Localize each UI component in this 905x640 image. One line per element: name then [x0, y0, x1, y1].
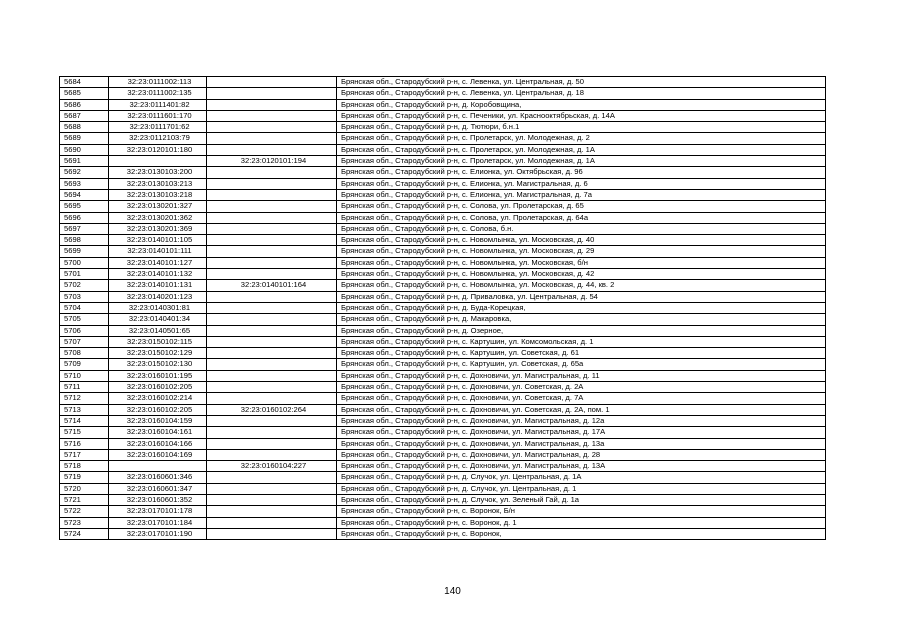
- row-number-cell: 5722: [60, 506, 109, 517]
- table-row: [60, 291, 826, 302]
- table-row: [60, 404, 826, 415]
- related-cadastral-number-cell: [207, 189, 337, 200]
- row-number-cell: 5714: [60, 415, 109, 426]
- row-number-cell: 5689: [60, 133, 109, 144]
- table-row: [60, 133, 826, 144]
- table-row: [60, 314, 826, 325]
- row-number-cell: 5690: [60, 144, 109, 155]
- table-row: [60, 235, 826, 246]
- address-cell: Брянская обл., Стародубский р-н, с. Печеники, ул. Красноoктябрьская, д. 14А: [337, 110, 826, 121]
- cadastral-number-cell: 32:23:0140501:65: [109, 325, 207, 336]
- cadastral-number-cell: 32:23:0170101:190: [109, 528, 207, 539]
- row-number-cell: 5707: [60, 336, 109, 347]
- table-row: [60, 370, 826, 381]
- row-number-cell: 5694: [60, 189, 109, 200]
- related-cadastral-number-cell: [207, 393, 337, 404]
- related-cadastral-number-cell: [207, 133, 337, 144]
- address-cell: Брянская обл., Стародубский р-н, с. Новомлынка, ул. Московская, д. 29: [337, 246, 826, 257]
- related-cadastral-number-cell: [207, 415, 337, 426]
- table-row: [60, 494, 826, 505]
- row-number-cell: 5709: [60, 359, 109, 370]
- row-number-cell: 5692: [60, 167, 109, 178]
- address-cell: Брянская обл., Стародубский р-н, с. Картушин, ул. Комсомольская, д. 1: [337, 336, 826, 347]
- table-row: [60, 517, 826, 528]
- address-cell: Брянская обл., Стародубский р-н, с. Елионка, ул. Магистральная, д. 6: [337, 178, 826, 189]
- cadastral-number-cell: 32:23:0160102:214: [109, 393, 207, 404]
- cadastral-number-cell: 32:23:0111701:62: [109, 122, 207, 133]
- table-row: [60, 167, 826, 178]
- table-row: [60, 438, 826, 449]
- related-cadastral-number-cell: [207, 302, 337, 313]
- table-row: [60, 246, 826, 257]
- cadastral-number-cell: 32:23:0130103:218: [109, 189, 207, 200]
- address-cell: Брянская обл., Стародубский р-н, с. Левенка, ул. Центральная, д. 50: [337, 77, 826, 88]
- row-number-cell: 5720: [60, 483, 109, 494]
- related-cadastral-number-cell: [207, 88, 337, 99]
- page-number: 140: [444, 586, 461, 597]
- related-cadastral-number-cell: [207, 212, 337, 223]
- address-cell: Брянская обл., Стародубский р-н, д. Макаровка,: [337, 314, 826, 325]
- table-row: [60, 506, 826, 517]
- address-cell: Брянская обл., Стародубский р-н, с. Дохновичи, ул. Магистральная, д. 13а: [337, 438, 826, 449]
- address-cell: Брянская обл., Стародубский р-н, с. Дохновичи, ул. Магистральная, д. 12а: [337, 415, 826, 426]
- address-cell: Брянская обл., Стародубский р-н, с. Новомлынка, ул. Московская, д. 42: [337, 269, 826, 280]
- address-cell: Брянская обл., Стародубский р-н, с. Дохновичи, ул. Магистральная, д. 17А: [337, 427, 826, 438]
- row-number-cell: 5686: [60, 99, 109, 110]
- cadastral-number-cell: 32:23:0150102:130: [109, 359, 207, 370]
- address-cell: Брянская обл., Стародубский р-н, д. Случок, ул. Центральная, д. 1: [337, 483, 826, 494]
- address-cell: Брянская обл., Стародубский р-н, д. Случок, ул. Центральная, д. 1А: [337, 472, 826, 483]
- row-number-cell: 5708: [60, 348, 109, 359]
- related-cadastral-number-cell: [207, 235, 337, 246]
- cadastral-number-cell: 32:23:0160104:161: [109, 427, 207, 438]
- address-cell: Брянская обл., Стародубский р-н, с. Солова, ул. Пролетарская, д. 64а: [337, 212, 826, 223]
- cadastral-number-cell: 32:23:0130201:369: [109, 223, 207, 234]
- related-cadastral-number-cell: [207, 223, 337, 234]
- address-cell: Брянская обл., Стародубский р-н, с. Пролетарск, ул. Молодежная, д. 1А: [337, 144, 826, 155]
- related-cadastral-number-cell: [207, 494, 337, 505]
- address-cell: Брянская обл., Стародубский р-н, д. Буда-Корецкая,: [337, 302, 826, 313]
- related-cadastral-number-cell: 32:23:0160104:227: [207, 461, 337, 472]
- related-cadastral-number-cell: [207, 144, 337, 155]
- related-cadastral-number-cell: 32:23:0140101:164: [207, 280, 337, 291]
- address-cell: Брянская обл., Стародубский р-н, с. Дохновичи, ул. Магистральная, д. 28: [337, 449, 826, 460]
- related-cadastral-number-cell: [207, 506, 337, 517]
- table-row: [60, 415, 826, 426]
- table-row: [60, 461, 826, 472]
- row-number-cell: 5687: [60, 110, 109, 121]
- row-number-cell: 5705: [60, 314, 109, 325]
- row-number-cell: 5716: [60, 438, 109, 449]
- address-cell: Брянская обл., Стародубский р-н, д. Коробовщина,: [337, 99, 826, 110]
- row-number-cell: 5693: [60, 178, 109, 189]
- row-number-cell: 5711: [60, 382, 109, 393]
- row-number-cell: 5696: [60, 212, 109, 223]
- address-cell: Брянская обл., Стародубский р-н, с. Воронок, Б/н: [337, 506, 826, 517]
- address-cell: Брянская обл., Стародубский р-н, с. Солова, ул. Пролетарская, д. 65: [337, 201, 826, 212]
- related-cadastral-number-cell: [207, 178, 337, 189]
- table-row: [60, 336, 826, 347]
- cadastral-number-cell: 32:23:0160104:159: [109, 415, 207, 426]
- table-row: [60, 359, 826, 370]
- table-row: [60, 382, 826, 393]
- table-row: [60, 189, 826, 200]
- address-cell: Брянская обл., Стародубский р-н, с. Картушин, ул. Советская, д. 61: [337, 348, 826, 359]
- related-cadastral-number-cell: [207, 99, 337, 110]
- address-cell: Брянская обл., Стародубский р-н, д. Тютюри, б.н.1: [337, 122, 826, 133]
- related-cadastral-number-cell: [207, 348, 337, 359]
- address-cell: Брянская обл., Стародубский р-н, с. Воронок,: [337, 528, 826, 539]
- table-row: [60, 144, 826, 155]
- related-cadastral-number-cell: [207, 427, 337, 438]
- related-cadastral-number-cell: [207, 77, 337, 88]
- address-cell: Брянская обл., Стародубский р-н, с. Новомлынка, ул. Московская, д. 40: [337, 235, 826, 246]
- related-cadastral-number-cell: [207, 528, 337, 539]
- cadastral-number-cell: 32:23:0130201:327: [109, 201, 207, 212]
- address-cell: Брянская обл., Стародубский р-н, с. Левенка, ул. Центральная, д. 18: [337, 88, 826, 99]
- cadastral-number-cell: 32:23:0160601:352: [109, 494, 207, 505]
- cadastral-number-cell: 32:23:0120101:180: [109, 144, 207, 155]
- table-row: [60, 77, 826, 88]
- row-number-cell: 5710: [60, 370, 109, 381]
- related-cadastral-number-cell: [207, 359, 337, 370]
- table-row: [60, 483, 826, 494]
- cadastral-number-cell: [109, 156, 207, 167]
- related-cadastral-number-cell: [207, 517, 337, 528]
- related-cadastral-number-cell: [207, 122, 337, 133]
- cadastral-number-cell: 32:23:0160101:195: [109, 370, 207, 381]
- address-cell: Брянская обл., Стародубский р-н, д. Приваловка, ул. Центральная, д. 54: [337, 291, 826, 302]
- address-cell: Брянская обл., Стародубский р-н, с. Пролетарск, ул. Молодежная, д. 2: [337, 133, 826, 144]
- row-number-cell: 5684: [60, 77, 109, 88]
- cadastral-number-cell: 32:23:0111601:170: [109, 110, 207, 121]
- row-number-cell: 5712: [60, 393, 109, 404]
- registry-table-body: [60, 77, 826, 540]
- table-row: [60, 280, 826, 291]
- row-number-cell: 5697: [60, 223, 109, 234]
- row-number-cell: 5698: [60, 235, 109, 246]
- cadastral-number-cell: 32:23:0160102:205: [109, 382, 207, 393]
- table-row: [60, 110, 826, 121]
- table-row: [60, 201, 826, 212]
- address-cell: Брянская обл., Стародубский р-н, с. Дохновичи, ул. Магистральная, д. 11: [337, 370, 826, 381]
- address-cell: Брянская обл., Стародубский р-н, с. Дохновичи, ул. Советская, д. 7А: [337, 393, 826, 404]
- cadastral-number-cell: 32:23:0140201:123: [109, 291, 207, 302]
- cadastral-number-cell: 32:23:0170101:178: [109, 506, 207, 517]
- related-cadastral-number-cell: [207, 314, 337, 325]
- related-cadastral-number-cell: [207, 438, 337, 449]
- cadastral-number-cell: 32:23:0150102:115: [109, 336, 207, 347]
- row-number-cell: 5695: [60, 201, 109, 212]
- table-row: [60, 122, 826, 133]
- related-cadastral-number-cell: [207, 110, 337, 121]
- table-row: [60, 212, 826, 223]
- cadastral-number-cell: 32:23:0130103:200: [109, 167, 207, 178]
- row-number-cell: 5691: [60, 156, 109, 167]
- row-number-cell: 5721: [60, 494, 109, 505]
- address-cell: Брянская обл., Стародубский р-н, с. Пролетарск, ул. Молодежная, д. 1А: [337, 156, 826, 167]
- row-number-cell: 5706: [60, 325, 109, 336]
- cadastral-number-cell: 32:23:0160102:205: [109, 404, 207, 415]
- table-row: [60, 99, 826, 110]
- cadastral-number-cell: 32:23:0140301:81: [109, 302, 207, 313]
- cadastral-number-cell: [109, 461, 207, 472]
- cadastral-number-cell: 32:23:0140101:111: [109, 246, 207, 257]
- related-cadastral-number-cell: [207, 449, 337, 460]
- cadastral-number-cell: 32:23:0160601:347: [109, 483, 207, 494]
- related-cadastral-number-cell: 32:23:0120101:194: [207, 156, 337, 167]
- address-cell: Брянская обл., Стародубский р-н, с. Елионка, ул. Магистральная, д. 7а: [337, 189, 826, 200]
- related-cadastral-number-cell: [207, 269, 337, 280]
- cadastral-number-cell: 32:23:0140401:34: [109, 314, 207, 325]
- table-row: [60, 88, 826, 99]
- cadastral-number-cell: 32:23:0130103:213: [109, 178, 207, 189]
- row-number-cell: 5715: [60, 427, 109, 438]
- table-row: [60, 156, 826, 167]
- related-cadastral-number-cell: [207, 257, 337, 268]
- row-number-cell: 5685: [60, 88, 109, 99]
- table-row: [60, 348, 826, 359]
- row-number-cell: 5724: [60, 528, 109, 539]
- row-number-cell: 5719: [60, 472, 109, 483]
- related-cadastral-number-cell: [207, 291, 337, 302]
- cadastral-number-cell: 32:23:0160104:169: [109, 449, 207, 460]
- cadastral-number-cell: 32:23:0140101:127: [109, 257, 207, 268]
- address-cell: Брянская обл., Стародубский р-н, с. Новомлынка, ул. Московская, б/н: [337, 257, 826, 268]
- address-cell: Брянская обл., Стародубский р-н, д. Случок, ул. Зеленый Гай, д. 1а: [337, 494, 826, 505]
- address-cell: Брянская обл., Стародубский р-н, с. Елионка, ул. Октябрьская, д. 96: [337, 167, 826, 178]
- table-row: [60, 269, 826, 280]
- table-row: [60, 528, 826, 539]
- related-cadastral-number-cell: [207, 201, 337, 212]
- row-number-cell: 5702: [60, 280, 109, 291]
- row-number-cell: 5704: [60, 302, 109, 313]
- related-cadastral-number-cell: [207, 246, 337, 257]
- related-cadastral-number-cell: [207, 370, 337, 381]
- address-cell: Брянская обл., Стародубский р-н, д. Озерное,: [337, 325, 826, 336]
- table-row: [60, 302, 826, 313]
- address-cell: Брянская обл., Стародубский р-н, с. Дохновичи, ул. Советская, д. 2А: [337, 382, 826, 393]
- row-number-cell: 5701: [60, 269, 109, 280]
- cadastral-number-cell: 32:23:0111002:135: [109, 88, 207, 99]
- table-row: [60, 257, 826, 268]
- row-number-cell: 5700: [60, 257, 109, 268]
- table-row: [60, 427, 826, 438]
- cadastral-number-cell: 32:23:0160104:166: [109, 438, 207, 449]
- row-number-cell: 5717: [60, 449, 109, 460]
- related-cadastral-number-cell: [207, 325, 337, 336]
- row-number-cell: 5723: [60, 517, 109, 528]
- table-row: [60, 325, 826, 336]
- table-row: [60, 393, 826, 404]
- related-cadastral-number-cell: [207, 336, 337, 347]
- related-cadastral-number-cell: [207, 483, 337, 494]
- related-cadastral-number-cell: [207, 472, 337, 483]
- related-cadastral-number-cell: [207, 382, 337, 393]
- cadastral-number-cell: 32:23:0160601:346: [109, 472, 207, 483]
- address-cell: Брянская обл., Стародубский р-н, с. Новомлынка, ул. Московская, д. 44, кв. 2: [337, 280, 826, 291]
- related-cadastral-number-cell: [207, 167, 337, 178]
- cadastral-number-cell: 32:23:0140101:105: [109, 235, 207, 246]
- registry-table: [59, 76, 826, 540]
- cadastral-number-cell: 32:23:0111401:82: [109, 99, 207, 110]
- related-cadastral-number-cell: 32:23:0160102:264: [207, 404, 337, 415]
- cadastral-number-cell: 32:23:0112103:79: [109, 133, 207, 144]
- cadastral-number-cell: 32:23:0140101:131: [109, 280, 207, 291]
- table-row: [60, 178, 826, 189]
- address-cell: Брянская обл., Стародубский р-н, с. Картушин, ул. Советская, д. 65а: [337, 359, 826, 370]
- cadastral-number-cell: 32:23:0150102:129: [109, 348, 207, 359]
- cadastral-number-cell: 32:23:0140101:132: [109, 269, 207, 280]
- address-cell: Брянская обл., Стародубский р-н, с. Дохновичи, ул. Магистральная, д. 13А: [337, 461, 826, 472]
- row-number-cell: 5718: [60, 461, 109, 472]
- cadastral-number-cell: 32:23:0111002:113: [109, 77, 207, 88]
- row-number-cell: 5713: [60, 404, 109, 415]
- address-cell: Брянская обл., Стародубский р-н, с. Солова, б.н.: [337, 223, 826, 234]
- row-number-cell: 5703: [60, 291, 109, 302]
- table-row: [60, 223, 826, 234]
- row-number-cell: 5699: [60, 246, 109, 257]
- cadastral-number-cell: 32:23:0170101:184: [109, 517, 207, 528]
- table-row: [60, 472, 826, 483]
- table-row: [60, 449, 826, 460]
- address-cell: Брянская обл., Стародубский р-н, с. Воронок, д. 1: [337, 517, 826, 528]
- row-number-cell: 5688: [60, 122, 109, 133]
- address-cell: Брянская обл., Стародубский р-н, с. Дохновичи, ул. Советская, д. 2А, пом. 1: [337, 404, 826, 415]
- cadastral-number-cell: 32:23:0130201:362: [109, 212, 207, 223]
